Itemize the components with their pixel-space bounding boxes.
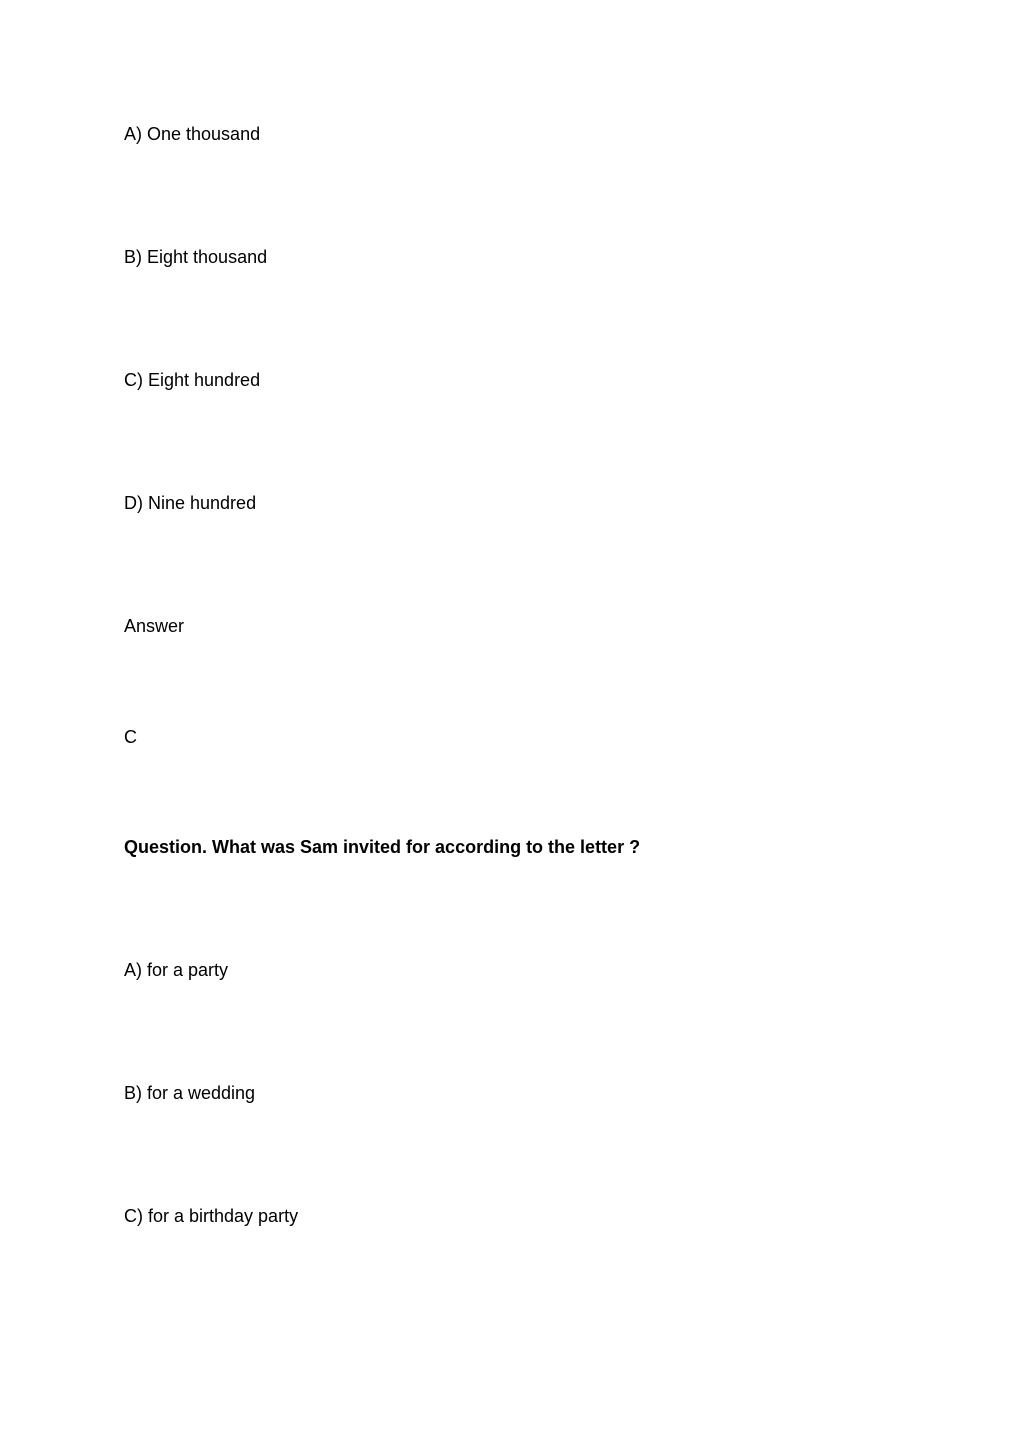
question-text: Question. What was Sam invited for according to the letter ? (124, 837, 641, 857)
option-a: A) for a party (124, 960, 229, 980)
option-a: A) One thousand (124, 124, 261, 144)
answer-label: Answer (124, 616, 185, 636)
option-c: C) Eight hundred (124, 370, 261, 390)
option-b: B) Eight thousand (124, 247, 268, 267)
option-b: B) for a wedding (124, 1083, 256, 1103)
option-d: D) Nine hundred (124, 493, 257, 513)
answer-value: C (124, 727, 137, 747)
option-c: C) for a birthday party (124, 1206, 299, 1226)
